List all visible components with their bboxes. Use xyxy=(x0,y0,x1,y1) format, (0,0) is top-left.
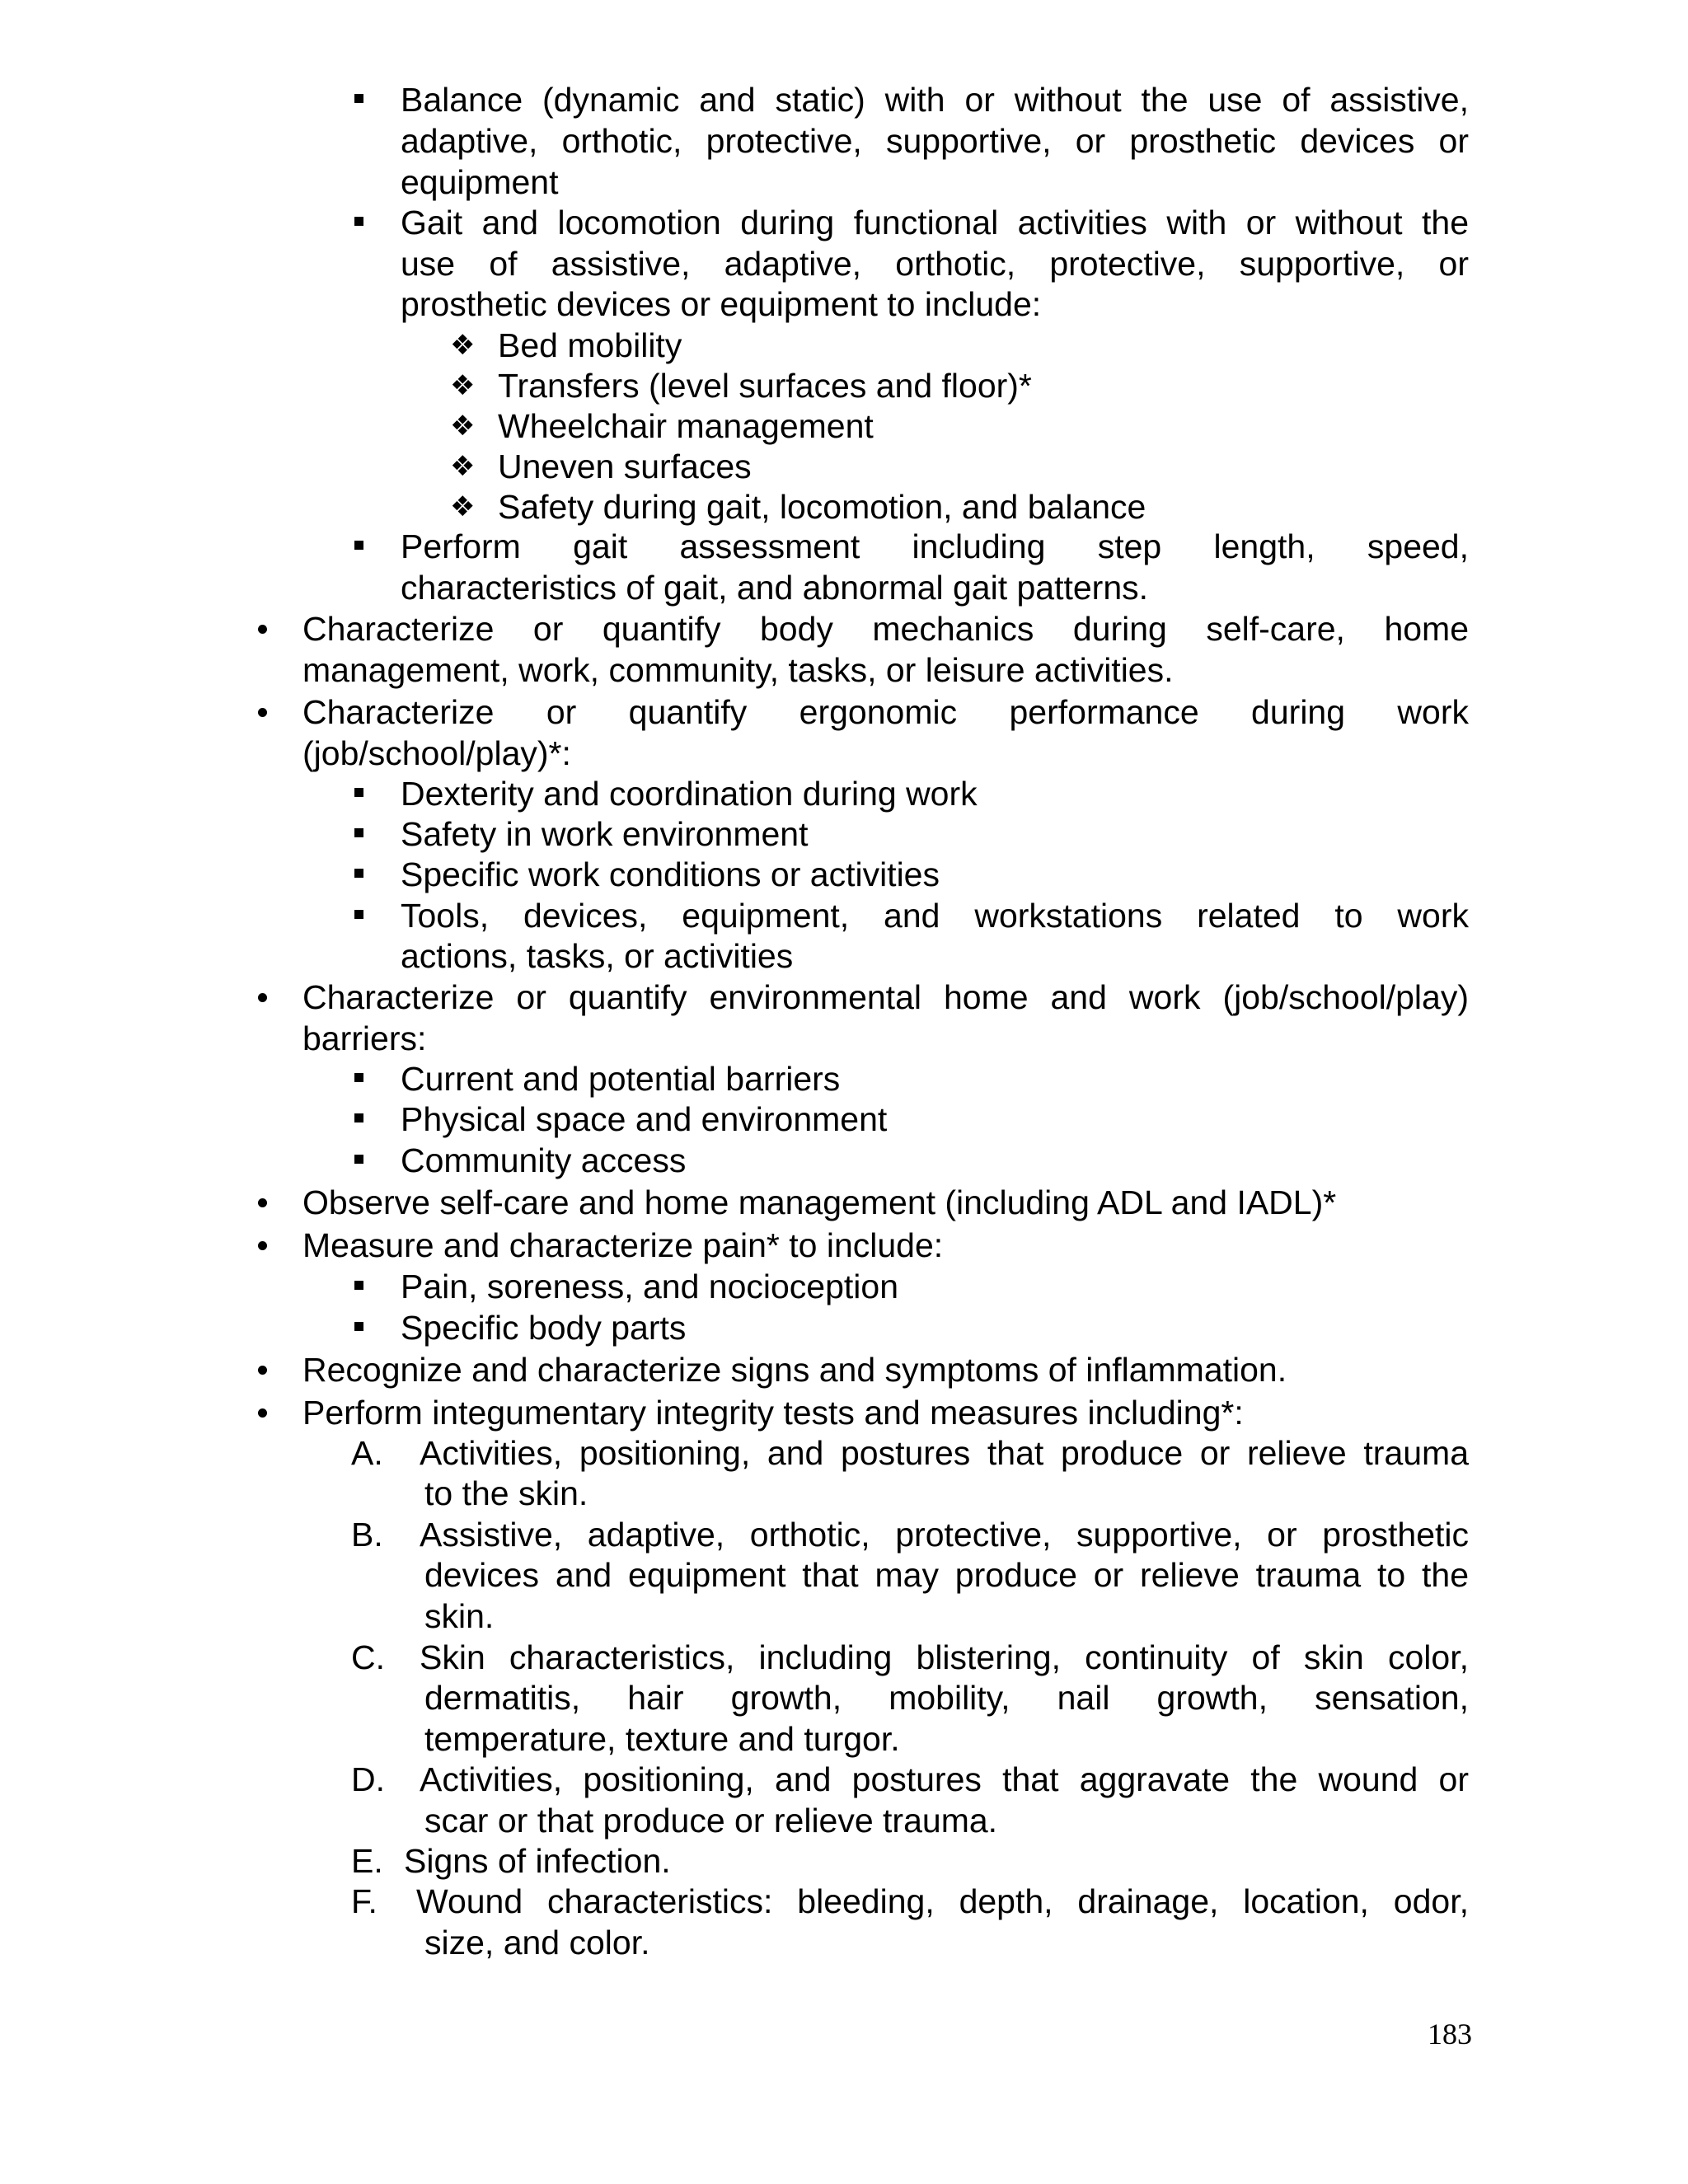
text-line: Assistive, adaptive, orthotic, protective, supportive, or prosthetic xyxy=(420,1516,1469,1554)
text-line: Bed mobility xyxy=(498,326,682,364)
text-line: Activities, positioning, and postures that aggravate the wound or xyxy=(420,1760,1469,1798)
list-letter: D. xyxy=(351,1760,385,1798)
round-bullet-icon xyxy=(258,1408,267,1418)
text-line: Specific body parts xyxy=(401,1309,687,1347)
text-line: scar or that produce or relieve trauma. xyxy=(424,1802,998,1840)
square-bullet-icon xyxy=(354,910,363,919)
diamond-bullet-icon: ❖ xyxy=(450,490,476,523)
square-bullet-icon xyxy=(354,828,363,837)
square-bullet-icon xyxy=(354,94,363,103)
text-line: Wound characteristics: bleeding, depth, drainage, location, odor, xyxy=(416,1882,1469,1920)
text-line: management, work, community, tasks, or leisure activities. xyxy=(302,651,1174,689)
text-line: Specific work conditions or activities xyxy=(401,855,940,893)
text-line: Perform integumentary integrity tests and measures including*: xyxy=(302,1394,1244,1432)
text-line: actions, tasks, or activities xyxy=(401,937,794,975)
text-line: Tools, devices, equipment, and workstations related to work xyxy=(401,897,1469,935)
text-line: Observe self-care and home management (including ADL and IADL)* xyxy=(302,1183,1337,1221)
text-line: dermatitis, hair growth, mobility, nail growth, sensation, xyxy=(424,1679,1469,1717)
diamond-bullet-icon: ❖ xyxy=(450,410,476,443)
text-line: Signs of infection. xyxy=(404,1842,671,1880)
text-line: adaptive, orthotic, protective, supportive, or prosthetic devices or xyxy=(401,122,1469,160)
square-bullet-icon xyxy=(354,1322,363,1331)
text-line: Safety during gait, locomotion, and balance xyxy=(498,488,1146,526)
text-line: Safety in work environment xyxy=(401,815,809,853)
square-bullet-icon xyxy=(354,788,363,797)
page-number: 183 xyxy=(1428,2018,1472,2050)
text-line: Characterize or quantify environmental home and work (job/school/play) xyxy=(302,978,1469,1016)
text-line: Activities, positioning, and postures that produce or relieve trauma xyxy=(420,1434,1469,1472)
diamond-bullet-icon: ❖ xyxy=(450,369,476,402)
text-line: equipment xyxy=(401,163,559,201)
square-bullet-icon xyxy=(354,217,363,226)
square-bullet-icon xyxy=(354,1113,363,1122)
list-letter: A. xyxy=(351,1434,383,1472)
square-bullet-icon xyxy=(354,1155,363,1164)
round-bullet-icon xyxy=(258,708,267,717)
text-line: Characterize or quantify ergonomic performance during work xyxy=(302,693,1469,731)
text-line: Physical space and environment xyxy=(401,1100,888,1138)
text-line: Balance (dynamic and static) with or without the use of assistive, xyxy=(401,81,1469,119)
square-bullet-icon xyxy=(354,541,363,550)
round-bullet-icon xyxy=(258,1198,267,1207)
list-letter: C. xyxy=(351,1638,385,1676)
text-line: Skin characteristics, including blistering, continuity of skin color, xyxy=(420,1638,1469,1676)
list-letter: E. xyxy=(351,1842,383,1880)
text-line: Current and potential barriers xyxy=(401,1060,841,1098)
text-line: Recognize and characterize signs and symptoms of inflammation. xyxy=(302,1351,1287,1389)
text-line: Gait and locomotion during functional activities with or without the xyxy=(401,204,1469,241)
text-line: use of assistive, adaptive, orthotic, protective, supportive, or xyxy=(401,245,1469,283)
square-bullet-icon xyxy=(354,1281,363,1290)
text-line: prosthetic devices or equipment to include: xyxy=(401,285,1042,323)
list-letter: B. xyxy=(351,1516,383,1554)
square-bullet-icon xyxy=(354,869,363,878)
text-line: Wheelchair management xyxy=(498,407,874,445)
text-line: (job/school/play)*: xyxy=(302,734,571,772)
text-line: characteristics of gait, and abnormal gait patterns. xyxy=(401,569,1149,607)
square-bullet-icon xyxy=(354,1073,363,1082)
text-line: Community access xyxy=(401,1141,687,1179)
round-bullet-icon xyxy=(258,1241,267,1250)
text-line: Perform gait assessment including step length, speed, xyxy=(401,527,1469,565)
text-line: skin. xyxy=(424,1597,495,1635)
text-line: Measure and characterize pain* to include: xyxy=(302,1226,944,1264)
round-bullet-icon xyxy=(258,1366,267,1375)
text-line: Dexterity and coordination during work xyxy=(401,775,978,813)
text-line: Characterize or quantify body mechanics during self-care, home xyxy=(302,610,1469,648)
list-letter: F. xyxy=(351,1882,377,1920)
round-bullet-icon xyxy=(258,625,267,634)
diamond-bullet-icon: ❖ xyxy=(450,329,476,362)
round-bullet-icon xyxy=(258,993,267,1002)
text-line: Pain, soreness, and nocioception xyxy=(401,1268,899,1305)
text-line: barriers: xyxy=(302,1019,427,1057)
text-line: devices and equipment that may produce or relieve trauma to the xyxy=(424,1556,1469,1594)
text-line: Uneven surfaces xyxy=(498,448,752,485)
text-line: Transfers (level surfaces and floor)* xyxy=(498,367,1032,405)
text-line: size, and color. xyxy=(424,1924,650,1961)
diamond-bullet-icon: ❖ xyxy=(450,450,476,483)
text-line: temperature, texture and turgor. xyxy=(424,1720,900,1758)
text-line: to the skin. xyxy=(424,1474,588,1512)
